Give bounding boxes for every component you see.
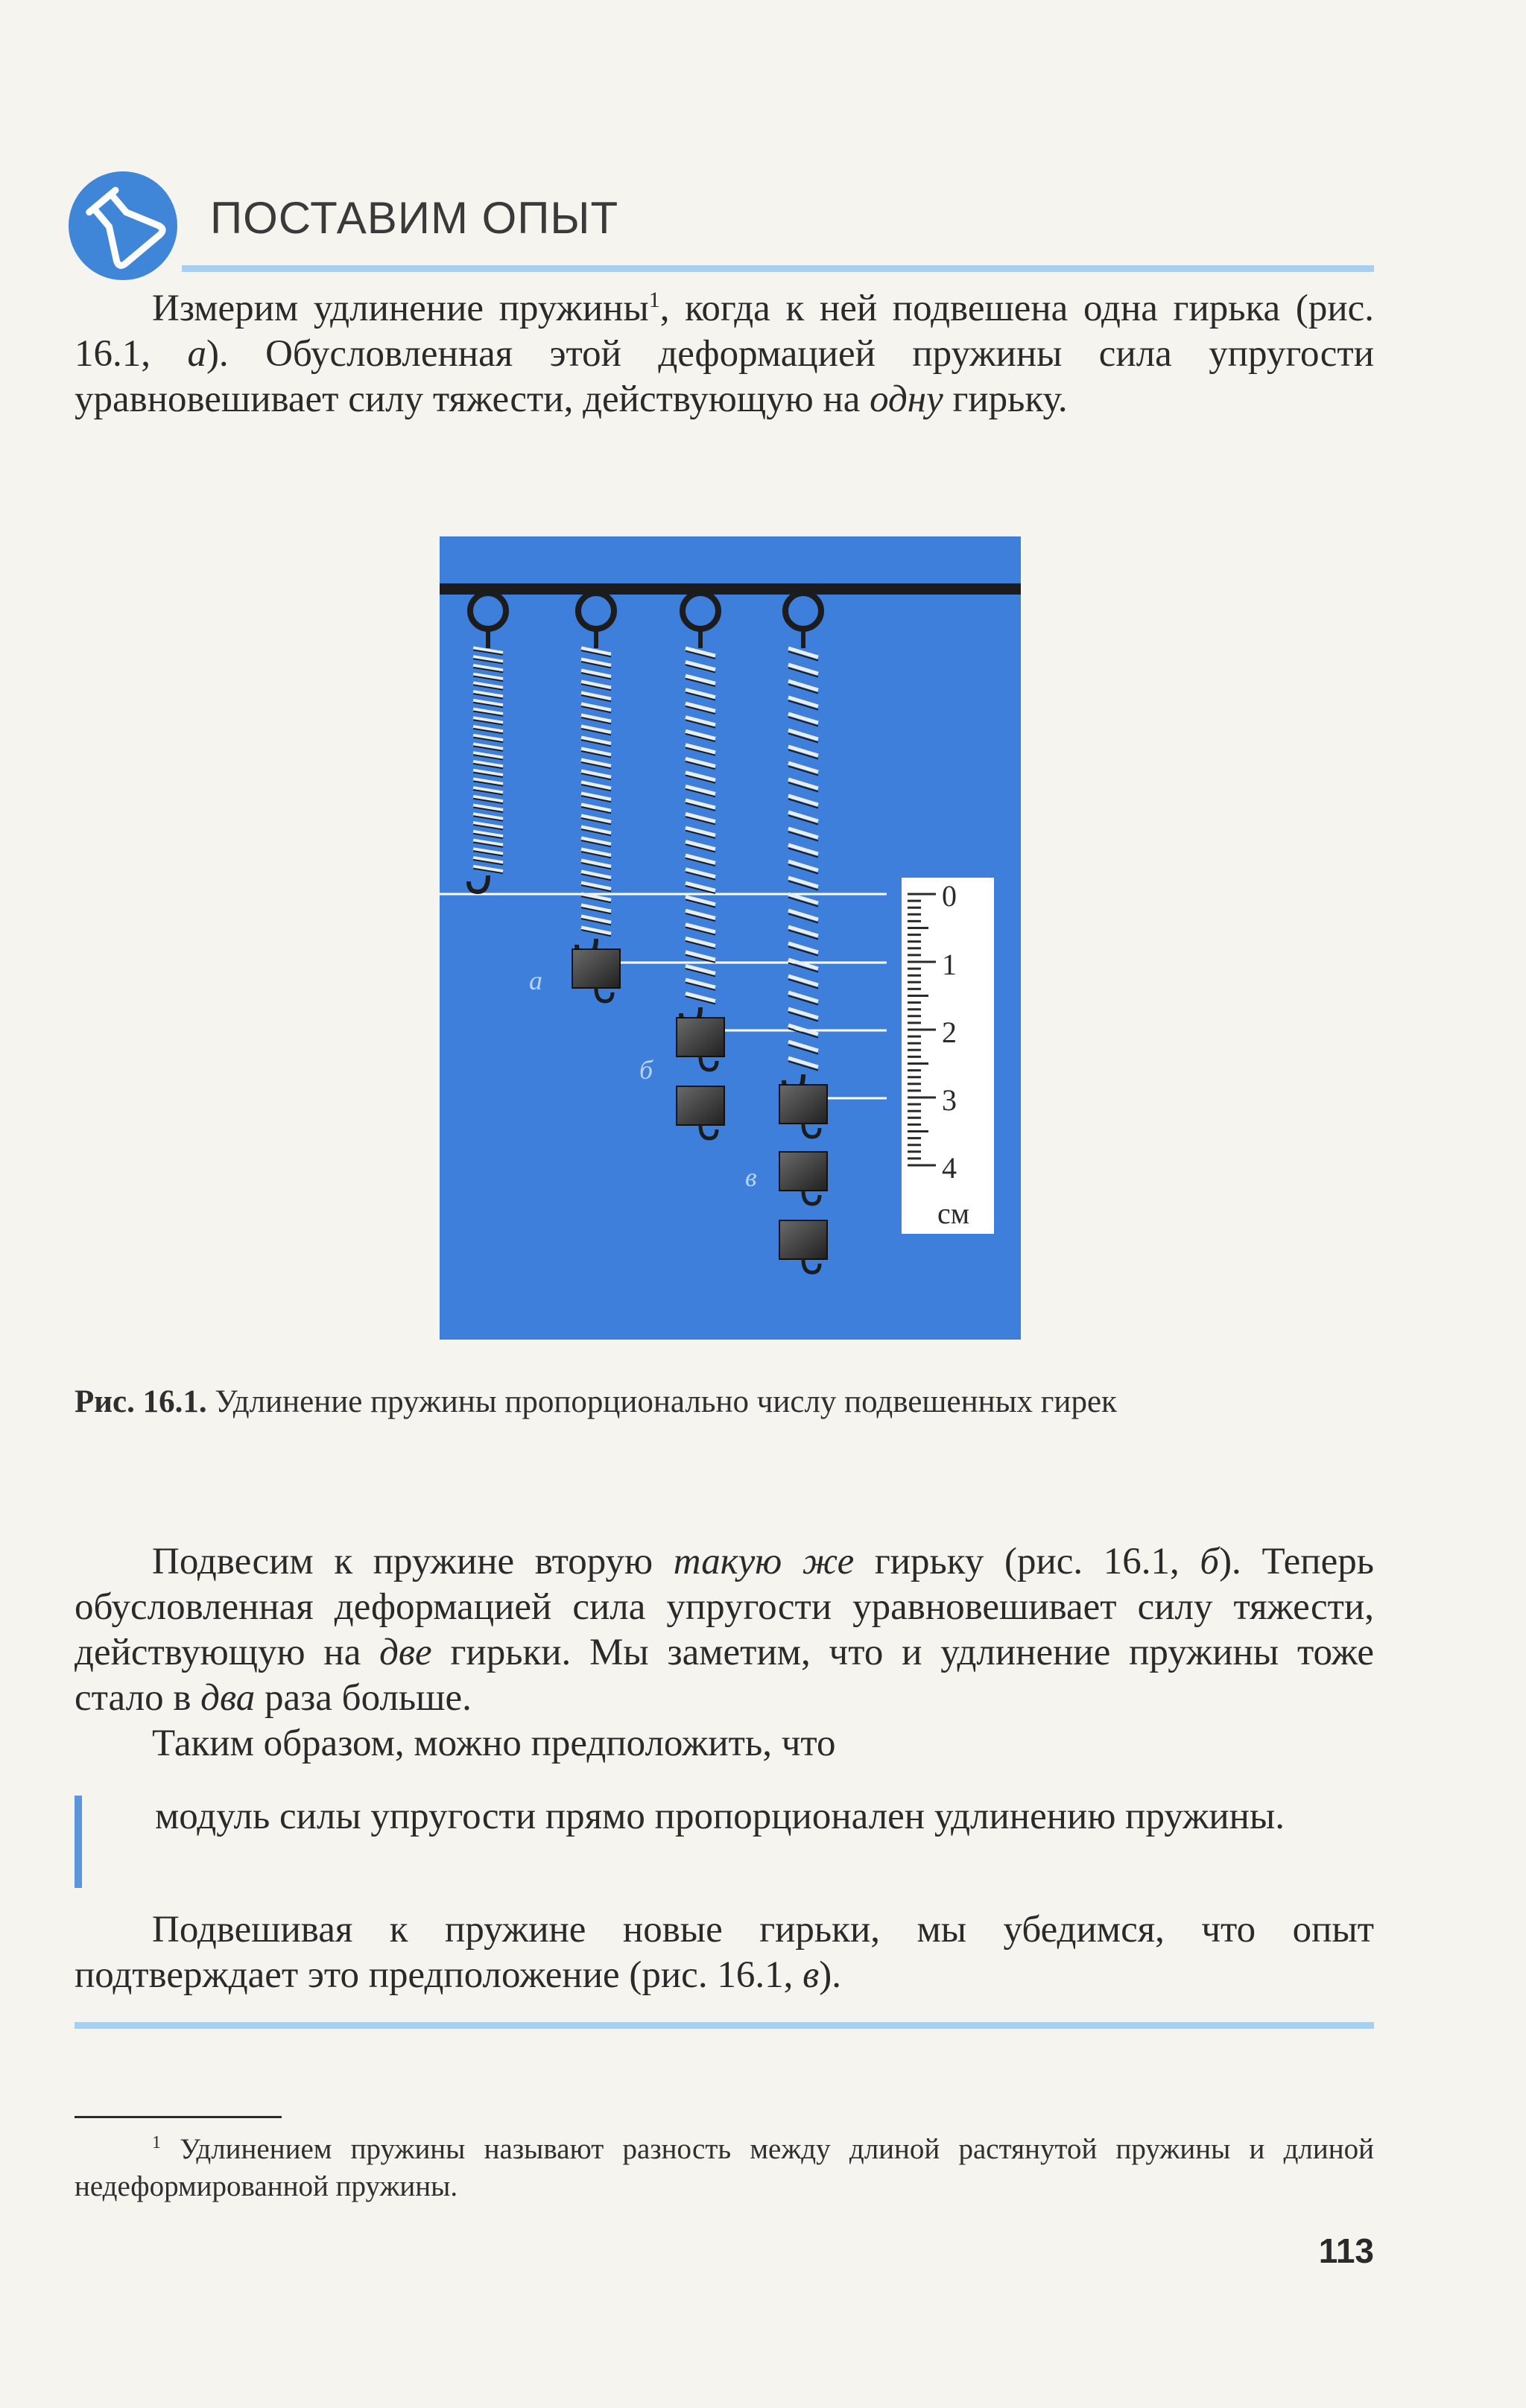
page-number: 113 [1318,2231,1374,2270]
paragraph-conclusion-lead: Таким образом, можно предположить, что [152,1723,836,1764]
footnote-ref: 1 [648,288,660,312]
rule-statement: модуль силы упругости прямо пропорционален удлинению пружины. [155,1796,1285,1837]
tick-label-3: 3 [942,1083,957,1117]
paragraph-second-weight: Подвесим к пружине вторую такую же гирьку (рис. 16.1, б). Теперь обусловленная деформацией сила упругости уравновешивает силу тяжести, действующую на две гирьки. Мы заметим, что и удлинение пружины тоже стало в два раза больше. [75,1541,1374,1719]
header-divider [182,265,1374,272]
label-b: б [639,1055,653,1085]
tick-label-4: 4 [942,1151,957,1185]
footnote: $^1$ Удлинением пружины называют разность между длиной растянутой пружины и длиной недеформированной пружины. [75,2133,1374,2202]
section-title: ПОСТАВИМ ОПЫТ [210,193,619,243]
rule-marker [75,1796,82,1888]
experiment-flask-icon [69,171,177,280]
figure-springs [440,536,1021,1340]
section-end-divider [75,2022,1374,2029]
footnote-rule [75,2116,282,2118]
label-v: в [745,1162,757,1192]
suspension-bar [440,583,1021,595]
paragraph-intro: Измерим удлинение пружины$^1$, когда к ней подвешена одна гирька (рис. 16.1, а). Обусловленная этой деформацией пружины сила упругости уравновешивает силу тяжести, действующую на одну гирьку. [75,288,1375,420]
tick-label-0: 0 [942,879,957,913]
tick-label-1: 1 [942,948,957,981]
paragraph-confirmation: Подвешивая к пружине новые гирьки, мы убедимся, что опыт подтверждает это предположение (рис. 16.1, в). [75,1909,1374,1996]
tick-label-2: 2 [942,1016,957,1049]
label-a: а [529,966,542,995]
scale-unit: см [937,1197,970,1230]
figure-caption: Рис. 16.1. Удлинение пружины пропорционально числу подвешенных гирек [75,1384,1117,1419]
ruler [902,878,994,1234]
